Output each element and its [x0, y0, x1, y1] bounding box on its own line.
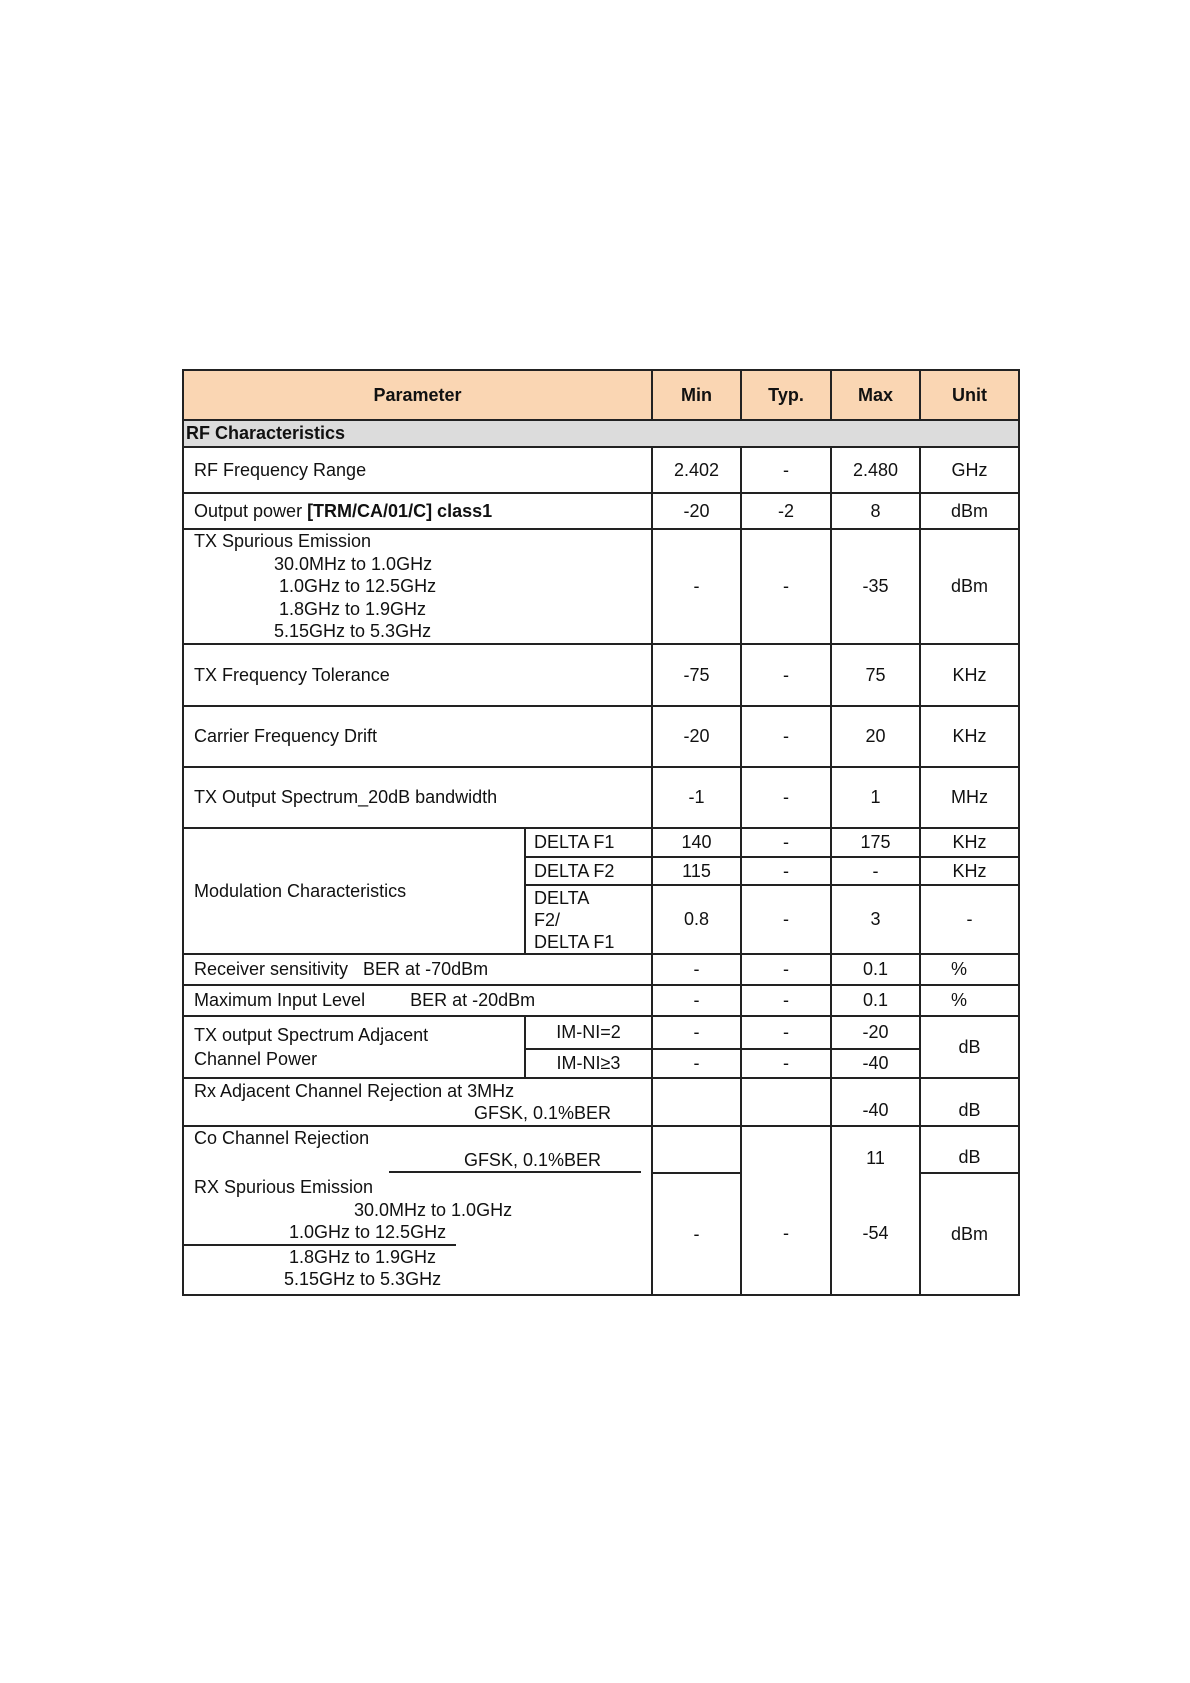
param-cell: RF Frequency Range: [183, 447, 652, 493]
min-cell: [652, 1126, 741, 1173]
param-text: Output power: [194, 500, 308, 521]
table-row: [183, 1078, 1019, 1126]
table-row: [183, 529, 1019, 644]
param-cell: Carrier Frequency Drift: [183, 706, 652, 767]
min-cell: -: [652, 1173, 741, 1295]
unit-cell: KHz: [920, 857, 1019, 885]
min-cell: 140: [652, 828, 741, 857]
sub-param-cell: [525, 885, 652, 954]
min-cell: -20: [652, 493, 741, 529]
table-row: [183, 706, 1019, 767]
param-line: TX output Spectrum Adjacent: [194, 1025, 429, 1045]
unit-cell: dB: [920, 1078, 1019, 1126]
table-row: [183, 1016, 1019, 1049]
min-cell: -: [652, 1049, 741, 1078]
max-cell: 11: [831, 1126, 920, 1173]
min-cell: -1: [652, 767, 741, 828]
max-cell: 75: [831, 644, 920, 706]
param-cell: [183, 1126, 652, 1173]
unit-cell: dB: [920, 1016, 1019, 1078]
param-cell: TX Frequency Tolerance: [183, 644, 652, 706]
header-max: Max: [831, 370, 920, 420]
unit-cell: dB: [920, 1126, 1019, 1173]
header-min: Min: [652, 370, 741, 420]
freq-range-line: 1.0GHz to 12.5GHz: [184, 1221, 456, 1246]
max-cell: -54: [831, 1173, 920, 1295]
sub-param-cell: DELTA F2: [525, 857, 652, 885]
typ-cell: [741, 1126, 831, 1173]
sub-param-line: F2/: [534, 909, 561, 930]
typ-cell: -: [741, 985, 831, 1016]
table-row: [183, 828, 1019, 857]
min-cell: -: [652, 985, 741, 1016]
sub-param-line: DELTA: [534, 887, 590, 908]
max-cell: 3: [831, 885, 920, 954]
table-row: [183, 1126, 1019, 1173]
typ-cell: -: [741, 644, 831, 706]
min-cell: 2.402: [652, 447, 741, 493]
max-cell: -40: [831, 1078, 920, 1126]
freq-range-line: 5.15GHz to 5.3GHz: [284, 1269, 442, 1290]
typ-cell: -: [741, 857, 831, 885]
unit-cell: KHz: [920, 706, 1019, 767]
table-row: [183, 493, 1019, 529]
param-title: TX Spurious Emission: [194, 531, 372, 552]
table-row: [183, 767, 1019, 828]
max-cell: -35: [831, 529, 920, 644]
header-row: [183, 370, 1019, 420]
rf-characteristics-table: [182, 369, 1020, 1296]
sub-param-cell: DELTA F1: [525, 828, 652, 857]
min-cell: -75: [652, 644, 741, 706]
unit-cell: KHz: [920, 828, 1019, 857]
typ-cell: -: [741, 828, 831, 857]
unit-cell: -: [920, 885, 1019, 954]
typ-cell: -: [741, 529, 831, 644]
param-cell: [183, 1016, 525, 1078]
typ-cell: -: [741, 954, 831, 985]
param-cell: [183, 1078, 652, 1126]
param-line: Rx Adjacent Channel Rejection at 3MHz: [194, 1081, 515, 1101]
typ-cell: -: [741, 885, 831, 954]
typ-cell: -: [741, 1173, 831, 1295]
table-row: [183, 1173, 1019, 1295]
typ-cell: -: [741, 1049, 831, 1078]
param-line: GFSK, 0.1%BER: [473, 1103, 611, 1123]
header-typ: Typ.: [741, 370, 831, 420]
unit-cell: GHz: [920, 447, 1019, 493]
table-row: [183, 447, 1019, 493]
max-cell: 0.1: [831, 954, 920, 985]
sub-param-line: DELTA F1: [534, 931, 615, 952]
param-cell: Maximum Input Level BER at -20dBm: [183, 985, 652, 1016]
freq-range-line: 30.0MHz to 1.0GHz: [274, 553, 433, 574]
param-cell: TX Output Spectrum_20dB bandwidth: [183, 767, 652, 828]
freq-range-line: 1.8GHz to 1.9GHz: [279, 598, 427, 619]
min-cell: -: [652, 1016, 741, 1049]
max-cell: -40: [831, 1049, 920, 1078]
unit-cell: KHz: [920, 644, 1019, 706]
typ-cell: -2: [741, 493, 831, 529]
param-title: RX Spurious Emission: [194, 1177, 374, 1198]
typ-cell: -: [741, 447, 831, 493]
param-cell: Modulation Characteristics: [183, 828, 525, 954]
freq-range-line: 30.0MHz to 1.0GHz: [354, 1199, 513, 1220]
min-cell: 0.8: [652, 885, 741, 954]
unit-cell: dBm: [920, 529, 1019, 644]
param-bold-text: [TRM/CA/01/C] class1: [307, 500, 493, 521]
typ-cell: -: [741, 1016, 831, 1049]
param-cell: [183, 529, 652, 644]
unit-cell: %: [920, 985, 1019, 1016]
sub-param-cell: IM-NI≥3: [525, 1049, 652, 1078]
param-line: Channel Power: [194, 1049, 318, 1069]
typ-cell: -: [741, 767, 831, 828]
max-cell: -20: [831, 1016, 920, 1049]
min-cell: [652, 1078, 741, 1126]
unit-cell: %: [920, 954, 1019, 985]
unit-cell: dBm: [920, 1173, 1019, 1295]
param-cell: [183, 493, 652, 529]
min-cell: -20: [652, 706, 741, 767]
freq-range-line: 1.0GHz to 12.5GHz: [279, 576, 437, 597]
freq-range-line: 1.8GHz to 1.9GHz: [289, 1246, 437, 1267]
max-cell: 20: [831, 706, 920, 767]
header-parameter: Parameter: [183, 370, 652, 420]
max-cell: 175: [831, 828, 920, 857]
sub-param-cell: IM-NI=2: [525, 1016, 652, 1049]
header-unit: Unit: [920, 370, 1019, 420]
table-row: [183, 954, 1019, 985]
freq-range-line: 5.15GHz to 5.3GHz: [274, 621, 432, 642]
max-cell: 0.1: [831, 985, 920, 1016]
param-line: Co Channel Rejection: [194, 1128, 370, 1148]
max-cell: 2.480: [831, 447, 920, 493]
min-cell: -: [652, 529, 741, 644]
max-cell: 8: [831, 493, 920, 529]
typ-cell: [741, 1078, 831, 1126]
param-line: GFSK, 0.1%BER: [389, 1149, 641, 1173]
typ-cell: -: [741, 706, 831, 767]
max-cell: -: [831, 857, 920, 885]
table-row: [183, 985, 1019, 1016]
section-title: RF Characteristics: [183, 420, 1019, 447]
table-row: [183, 644, 1019, 706]
unit-cell: dBm: [920, 493, 1019, 529]
unit-cell: MHz: [920, 767, 1019, 828]
max-cell: 1: [831, 767, 920, 828]
param-cell: Receiver sensitivity BER at -70dBm: [183, 954, 652, 985]
min-cell: 115: [652, 857, 741, 885]
section-row: [183, 420, 1019, 447]
min-cell: -: [652, 954, 741, 985]
param-cell: [183, 1173, 652, 1295]
